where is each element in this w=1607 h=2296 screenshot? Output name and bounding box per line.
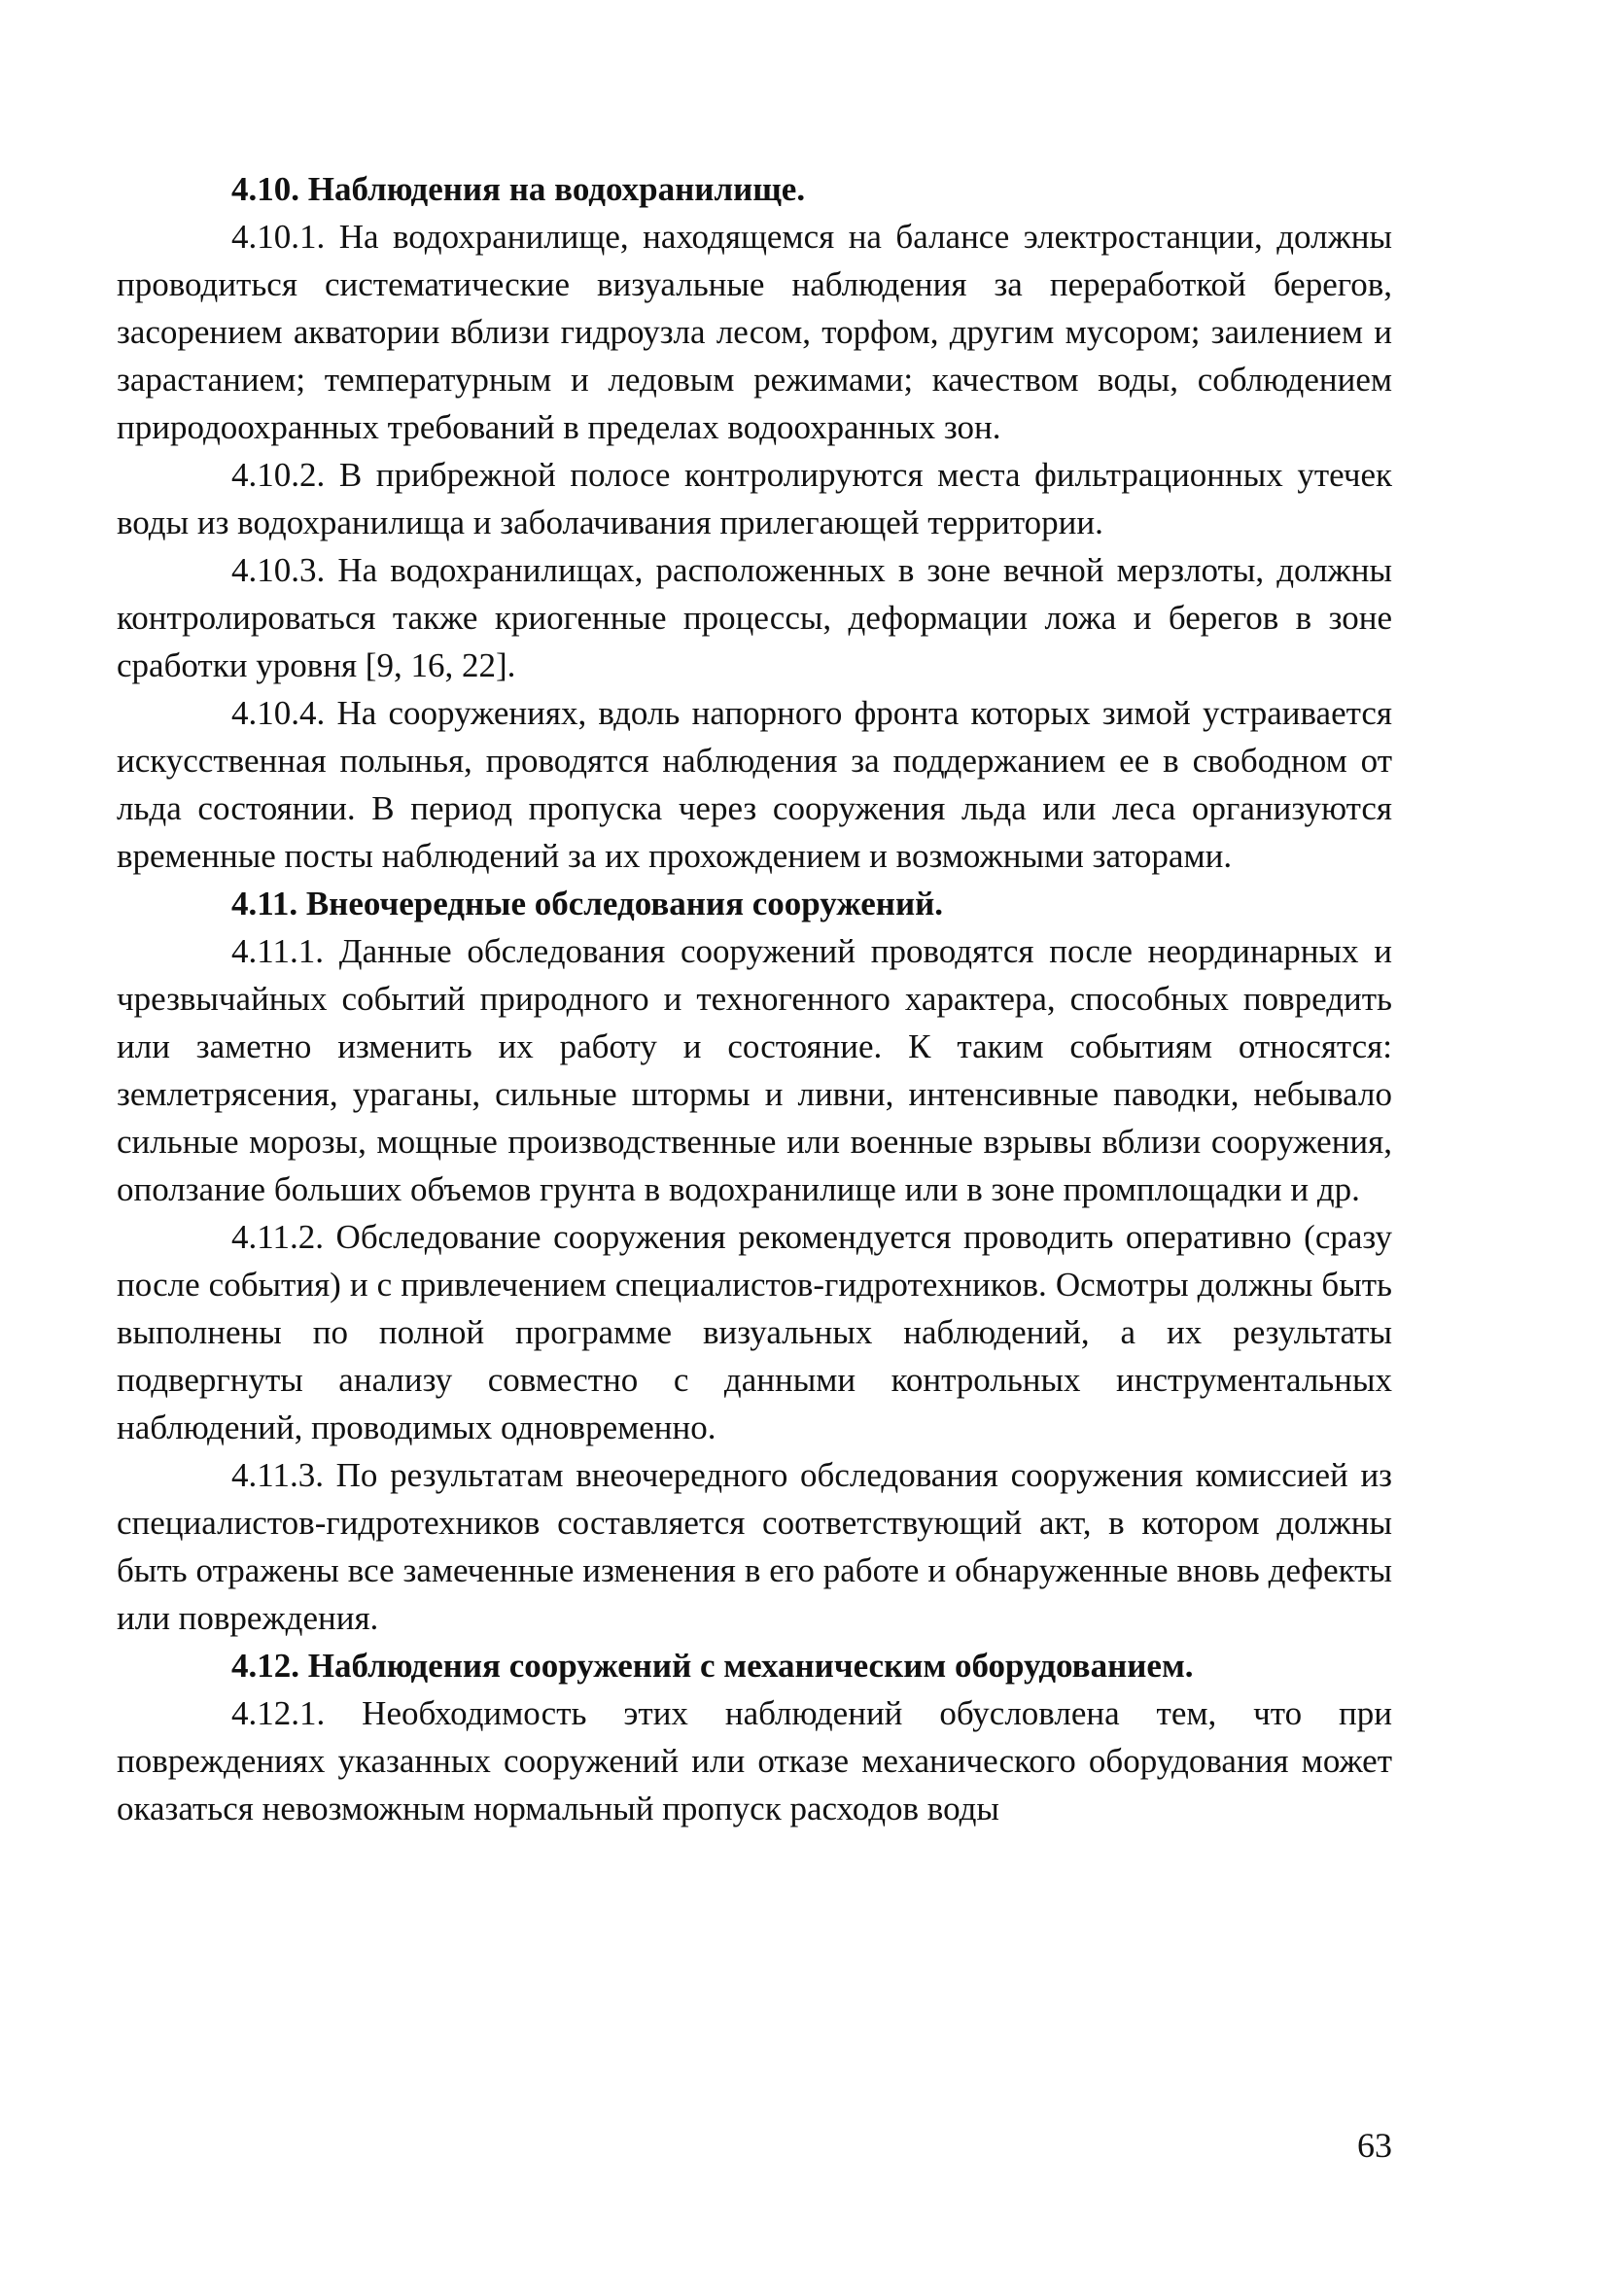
paragraph: 4.12.1. Необходимость этих наблюдений обусловлена тем, что при повреждениях указанных сооружений или отказе механического оборудования может оказаться невозможным нормальный пропуск расходов воды	[117, 1694, 1392, 1827]
section-heading: 4.12. Наблюдения сооружений с механическим оборудованием.	[231, 1647, 1194, 1685]
section-heading: 4.11. Внеочередные обследования сооружений.	[231, 885, 944, 922]
paragraph: 4.10.3. На водохранилищах, расположенных в зоне вечной мерзлоты, должны контролироваться также криогенные процессы, деформации ложа и берегов в зоне сработки уровня [9, 16, 22].	[117, 551, 1392, 684]
page-number: 63	[1357, 2126, 1392, 2165]
paragraph: 4.10.2. В прибрежной полосе контролируются места фильтрационных утечек воды из водохранилища и заболачивания прилегающей территории.	[117, 456, 1392, 541]
section-heading: 4.10. Наблюдения на водохранилище.	[231, 170, 806, 208]
paragraph: 4.11.3. По результатам внеочередного обследования сооружения комиссией из специалистов-гидротехников составляется соответствующий акт, в котором должны быть отражены все замеченные изменения в его работе и обнаруженные вновь дефекты или повреждения.	[117, 1456, 1392, 1637]
paragraph: 4.10.4. На сооружениях, вдоль напорного фронта которых зимой устраивается искусственная полынья, проводятся наблюдения за поддержанием ее в свободном от льда состоянии. В период пропуска через сооружения льда или леса организуются временные посты наблюдений за их прохождением и возможными заторами.	[117, 694, 1392, 875]
page-body	[117, 165, 1392, 1832]
paragraph: 4.10.1. На водохранилище, находящемся на балансе электростанции, должны проводиться систематические визуальные наблюдения за переработкой берегов, засорением акватории вблизи гидроузла лесом, торфом, другим мусором; заилением и зарастанием; температурным и ледовым режимами; качеством воды, соблюдением природоохранных требований в пределах водоохранных зон.	[117, 218, 1392, 446]
paragraph: 4.11.2. Обследование сооружения рекомендуется проводить оперативно (сразу после события) и с привлечением специалистов-гидротехников. Осмотры должны быть выполнены по полной программе визуальных наблюдений, а их результаты подвергнуты анализу совместно с данными контрольных инструментальных наблюдений, проводимых одновременно.	[117, 1218, 1392, 1446]
paragraph: 4.11.1. Данные обследования сооружений проводятся после неординарных и чрезвычайных событий природного и техногенного характера, способных повредить или заметно изменить их работу и состояние. К таким событиям относятся: землетрясения, ураганы, сильные штормы и ливни, интенсивные паводки, небывало сильные морозы, мощные производственные или военные взрывы вблизи сооружения, оползание больших объемов грунта в водохранилище или в зоне промплощадки и др.	[117, 932, 1392, 1208]
